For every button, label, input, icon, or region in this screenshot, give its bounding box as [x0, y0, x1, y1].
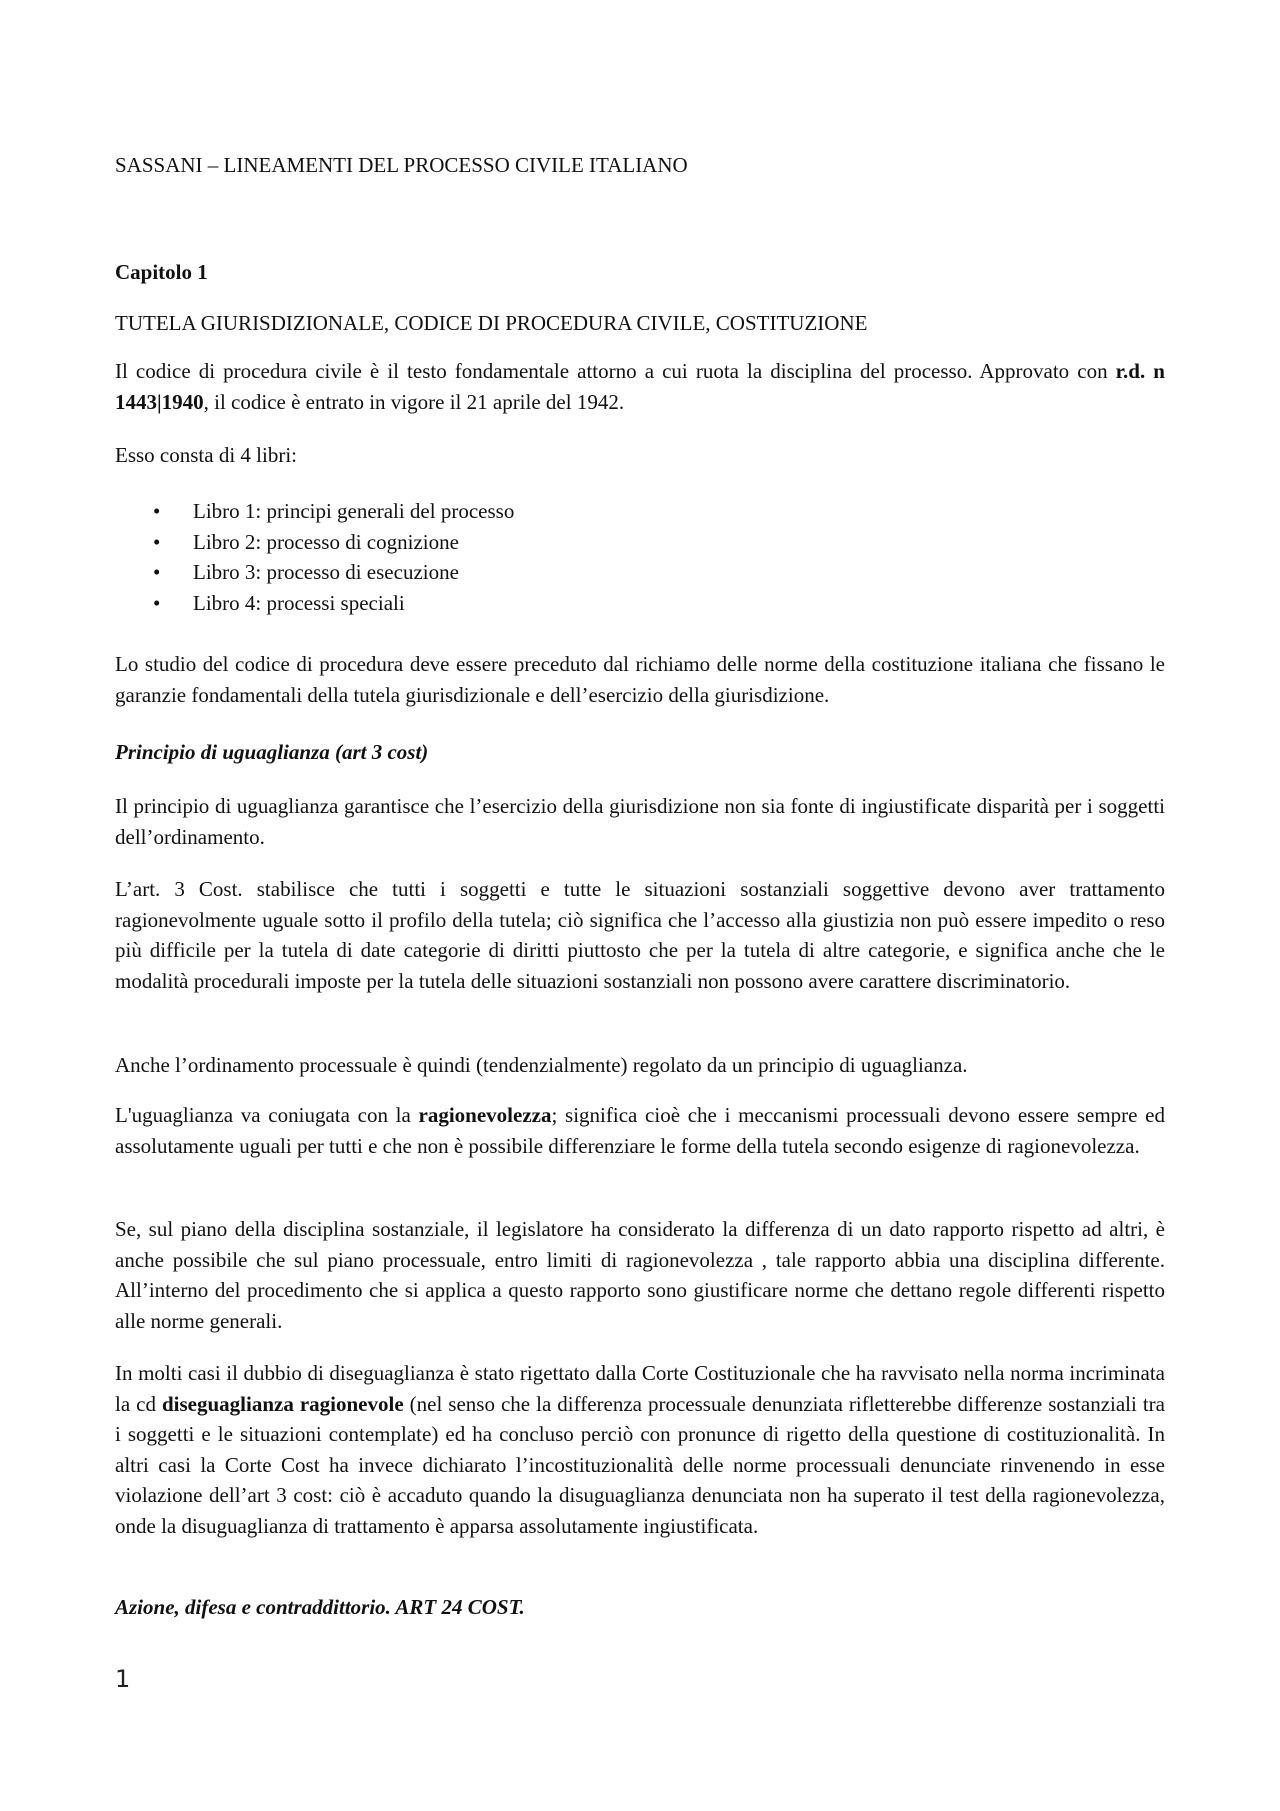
heading-uguaglianza: Principio di uguaglianza (art 3 cost) [115, 740, 429, 764]
chapter-title: TUTELA GIURISDIZIONALE, CODICE DI PROCEDURA CIVILE, COSTITUZIONE [115, 311, 868, 335]
uguaglianza-paragraph-2: L’art. 3 Cost. stabilisce che tutti i soggetti e tutte le situazioni sostanziali soggettive devono aver trattamento ragionevolmente uguale sotto il profilo della tutela; ciò significa che l’accesso alla giustizia non può essere impedito o reso più difficile per la tutela di date categorie di diritti piuttosto che per la tutela di altre categorie, e significa anche che le modalità procedurali imposte per la tutela delle situazioni sostanziali non possono avere carattere discriminatorio. [115, 877, 1165, 993]
disciplina-paragraph: Se, sul piano della disciplina sostanziale, il legislatore ha considerato la differenza di un dato rapporto rispetto ad altri, è anche possibile che sul piano processuale, entro limiti di ragionevolezza , tale rapporto abbia una disciplina differente. All’interno del procedimento che si applica a questo rapporto sono giustificare norme che dettano regole differenti rispetto alle norme generali. [115, 1217, 1165, 1333]
ragionevolezza-text-before: L'uguaglianza va coniugata con la [115, 1103, 419, 1127]
bullet-icon: • [153, 499, 161, 523]
dubbio-text-before: In molti casi il dubbio di diseguaglianza è stato rigettato dalla Corte Costituzionale che ha ravvisato nella norma incriminata la cd [115, 1361, 1165, 1416]
ragionevolezza-paragraph [115, 1100, 1165, 1161]
list-item [115, 588, 514, 619]
bullet-icon: • [153, 560, 161, 584]
dubbio-paragraph [115, 1358, 1165, 1541]
libri-list [115, 496, 514, 618]
list-item-text: Libro 2: processo di cognizione [193, 529, 459, 554]
list-item [115, 527, 514, 558]
dubbio-text-after: (nel senso che la differenza processuale denunziata rifletterebbe differenze sostanziali tra i soggetti e le situazioni contemplate) ed ha concluso perciò con pronunce di rigetto della questione di costituzionalità. In altri casi la Corte Cost ha invece dichiarato l’incostituzionalità delle norme processuali denunciate rinvenendo in esse violazione dell’art 3 cost: ciò è accaduto quando la disuguaglianza denunciata non ha superato il test della ragionevolezza, onde la disuguaglianza di trattamento è apparsa assolutamente ingiustificata. [115, 1391, 1165, 1538]
bullet-icon: • [153, 590, 161, 615]
document-title: SASSANI – LINEAMENTI DEL PROCESSO CIVILE ITALIANO [115, 153, 688, 177]
chapter-label: Capitolo 1 [115, 260, 208, 284]
list-item-text: Libro 3: processo di esecuzione [193, 560, 459, 584]
list-item-text: Libro 1: principi generali del processo [193, 499, 515, 523]
list-item [115, 496, 514, 527]
intro-text-before: Il codice di procedura civile è il testo fondamentale attorno a cui ruota la disciplina del processo. Approvato con [115, 359, 1116, 383]
heading-azione: Azione, difesa e contraddittorio. ART 24 COST. [115, 1595, 525, 1619]
uguaglianza-paragraph-3: Anche l’ordinamento processuale è quindi (tendenzialmente) regolato da un principio di uguaglianza. [115, 1053, 968, 1077]
uguaglianza-paragraph-1: Il principio di uguaglianza garantisce che l’esercizio della giurisdizione non sia fonte di ingiustificate disparità per i soggetti dell’ordinamento. [115, 794, 1165, 849]
page-number: 1 [115, 1665, 131, 1693]
ragionevolezza-bold: ragionevolezza [418, 1103, 552, 1127]
dubbio-bold: diseguaglianza ragionevole [161, 1391, 404, 1416]
intro-bold-reference: r.d. n 1443|1940 [115, 359, 1165, 414]
studio-paragraph: Lo studio del codice di procedura deve essere preceduto dal richiamo delle norme della costituzione italiana che fissano le garanzie fondamentali della tutela giurisdizionale e dell’esercizio della giurisdizione. [115, 652, 1165, 707]
ragionevolezza-text-after: ; significa cioè che i meccanismi processuali devono essere sempre ed assolutamente uguali per tutti e che non è possibile differenziare le forme della tutela secondo esigenze di ragionevolezza. [115, 1103, 1165, 1158]
list-item-text: Libro 4: processi speciali [193, 590, 405, 615]
intro-text-after: , il codice è entrato in vigore il 21 aprile del 1942. [203, 389, 625, 414]
libri-intro: Esso consta di 4 libri: [115, 443, 297, 467]
list-item [115, 557, 514, 588]
bullet-icon: • [153, 529, 161, 554]
intro-paragraph [115, 356, 1165, 417]
